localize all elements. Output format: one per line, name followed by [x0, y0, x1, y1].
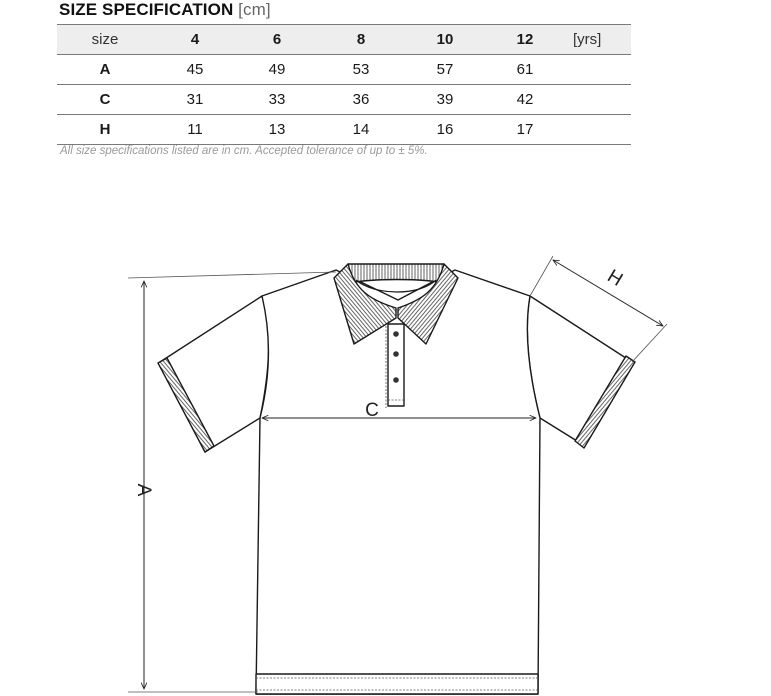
table-cell: 53 — [317, 55, 405, 85]
row-label-c: C — [57, 85, 153, 115]
tolerance-note: All size specifications listed are in cm. Accepted tolerance of up to ± 5%. — [60, 145, 428, 157]
size-header-8: 8 — [317, 25, 405, 55]
row-label-a: A — [57, 55, 153, 85]
table-cell: 33 — [237, 85, 317, 115]
row-label-h: H — [57, 115, 153, 145]
button-1 — [393, 331, 399, 337]
table-cell: 11 — [153, 115, 237, 145]
table-cell: 39 — [405, 85, 485, 115]
table-cell: 49 — [237, 55, 317, 85]
table-cell: 13 — [237, 115, 317, 145]
dimension-h-line — [553, 260, 663, 326]
spec-title-unit: [cm] — [238, 0, 271, 19]
table-cell: 61 — [485, 55, 565, 85]
table-cell: 31 — [153, 85, 237, 115]
spec-title-text: SIZE SPECIFICATION — [59, 0, 234, 19]
back-collar — [344, 264, 448, 284]
hem-band — [256, 674, 538, 694]
table-cell: 14 — [317, 115, 405, 145]
dimension-a-label: A — [133, 483, 154, 497]
age-unit-label: [yrs] — [565, 25, 631, 55]
table-cell: 17 — [485, 115, 565, 145]
table-cell: 16 — [405, 115, 485, 145]
button-2 — [393, 351, 399, 357]
size-header-12: 12 — [485, 25, 565, 55]
size-header-label: size — [57, 25, 153, 55]
table-cell: 45 — [153, 55, 237, 85]
size-header-6: 6 — [237, 25, 317, 55]
dimension-h-label: H — [603, 265, 627, 291]
table-cell: 57 — [405, 55, 485, 85]
size-header-10: 10 — [405, 25, 485, 55]
size-header-4: 4 — [153, 25, 237, 55]
button-3 — [393, 377, 399, 383]
dimension-c-label: C — [365, 400, 379, 421]
table-cell: 36 — [317, 85, 405, 115]
table-cell: 42 — [485, 85, 565, 115]
